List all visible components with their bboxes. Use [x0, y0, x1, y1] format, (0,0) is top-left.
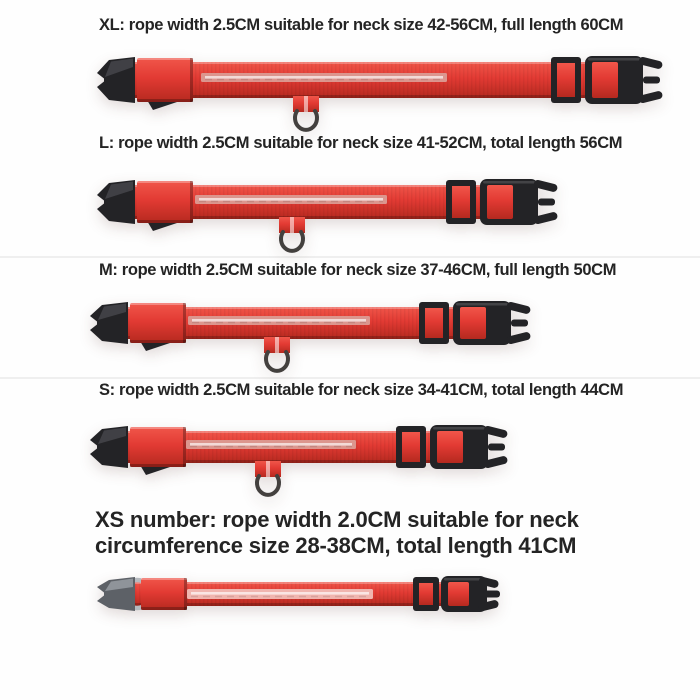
reflective-stripe	[188, 316, 370, 325]
collar-photo-xs	[95, 578, 505, 631]
reflective-stripe	[187, 589, 373, 599]
collar-graphic	[88, 302, 533, 386]
strap-fold	[130, 427, 186, 475]
tri-glide-slider	[396, 426, 426, 468]
reflective-stripe	[186, 440, 356, 449]
strap-fold	[137, 181, 193, 231]
side-release-buckle-female	[430, 425, 508, 469]
size-label-xs: XS number: rope width 2.0CM suitable for neck circumference size 28-38CM, total length 41CM	[95, 507, 579, 558]
side-release-buckle-female	[585, 56, 663, 104]
d-ring	[293, 96, 319, 130]
reflective-stripe	[195, 195, 387, 204]
side-release-buckle-female	[441, 576, 500, 612]
tri-glide-slider	[419, 302, 449, 344]
side-release-buckle-male	[97, 577, 135, 611]
d-ring	[279, 217, 305, 251]
reflective-stripe	[201, 73, 447, 82]
size-label-l: L: rope width 2.5CM suitable for neck size 41-52CM, total length 56CM	[99, 134, 623, 152]
collar-photo-l	[95, 180, 560, 273]
size-label-s: S: rope width 2.5CM suitable for neck size 34-41CM, total length 44CM	[99, 381, 624, 399]
tri-glide-slider	[413, 577, 439, 611]
strap	[135, 62, 617, 98]
collar-graphic	[95, 578, 505, 626]
side-release-buckle-male	[90, 302, 128, 344]
strap-fold	[141, 578, 187, 610]
size-label-m: M: rope width 2.5CM suitable for neck size 37-46CM, full length 50CM	[99, 261, 617, 279]
d-ring	[255, 461, 281, 495]
tri-glide-slider	[551, 57, 581, 103]
side-release-buckle-male	[90, 426, 128, 468]
strap-fold	[130, 303, 186, 351]
size-label-xl: XL: rope width 2.5CM suitable for neck size 42-56CM, full length 60CM	[99, 16, 624, 34]
tri-glide-slider	[446, 180, 476, 224]
d-ring	[264, 337, 290, 371]
collar-graphic	[88, 426, 510, 510]
collar-photo-s	[88, 426, 510, 515]
side-release-buckle-female	[480, 179, 558, 225]
strap-fold	[137, 58, 193, 110]
side-release-buckle-male	[97, 57, 135, 103]
side-release-buckle-female	[453, 301, 531, 345]
collar-graphic	[95, 180, 560, 268]
side-release-buckle-male	[97, 180, 135, 224]
collar-photo-m	[88, 302, 533, 391]
